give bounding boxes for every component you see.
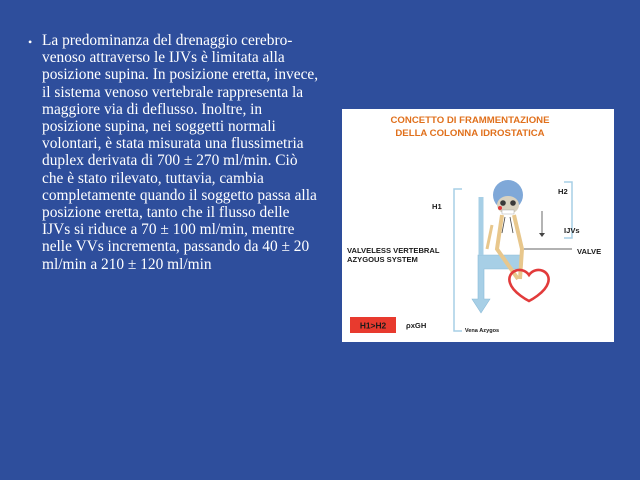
figure-diagram — [342, 109, 614, 342]
ijv-pointer-head — [539, 233, 545, 237]
figure-title-line2: DELLA COLONNA IDROSTATICA — [395, 128, 545, 139]
label-h2: H2 — [558, 187, 568, 196]
ijv-flow-arrow-right — [510, 217, 513, 233]
label-valve: VALVE — [577, 247, 602, 256]
label-h1-gt-h2: H1>H2 — [359, 320, 387, 331]
bullet-paragraph: La predominanza del drenaggio cerebro- venoso attraverso le IJVs è limitata alla posizione supina. In posizione eretta, invece, il sistema venoso vertebrale rappresenta la maggiore via di deflusso. Inoltre, in posizione supina, nei soggetti normali volontari, è stata misurata una flussimetria duplex derivata di 700 ± 270 ml/min. Ciò che è stato rilevato, tuttavia, cambia completamente quando il soggetto passa alla posizione eretta, tanto che il flusso delle IJVs si riduce a 70 ± 100 ml/min, mentre nelle VVs incrementa, passando da 40 ± 20 ml/min a 210 ± 120 ml/min — [42, 32, 319, 273]
hydrostatic-column-figure — [342, 109, 614, 342]
vertebral-vessel — [487, 225, 492, 249]
label-ijvs: IJVs — [564, 226, 580, 235]
bullet-marker: • — [28, 35, 33, 49]
label-h1: H1 — [432, 202, 442, 211]
label-vena-azygos: Vena Azygos — [464, 328, 500, 334]
label-valveless-line2: AZYGOUS SYSTEM — [347, 255, 418, 264]
bullet-list — [28, 32, 320, 273]
label-valveless-line1: VALVELESS VERTEBRAL — [347, 246, 440, 255]
skull-icon — [493, 180, 523, 214]
label-pxgh: ρxGH — [406, 321, 427, 330]
figure-title-line1: CONCETTO DI FRAMMENTAZIONE — [390, 115, 550, 126]
h1-bracket — [454, 189, 462, 331]
vertebral-flow-arrow — [472, 255, 522, 313]
